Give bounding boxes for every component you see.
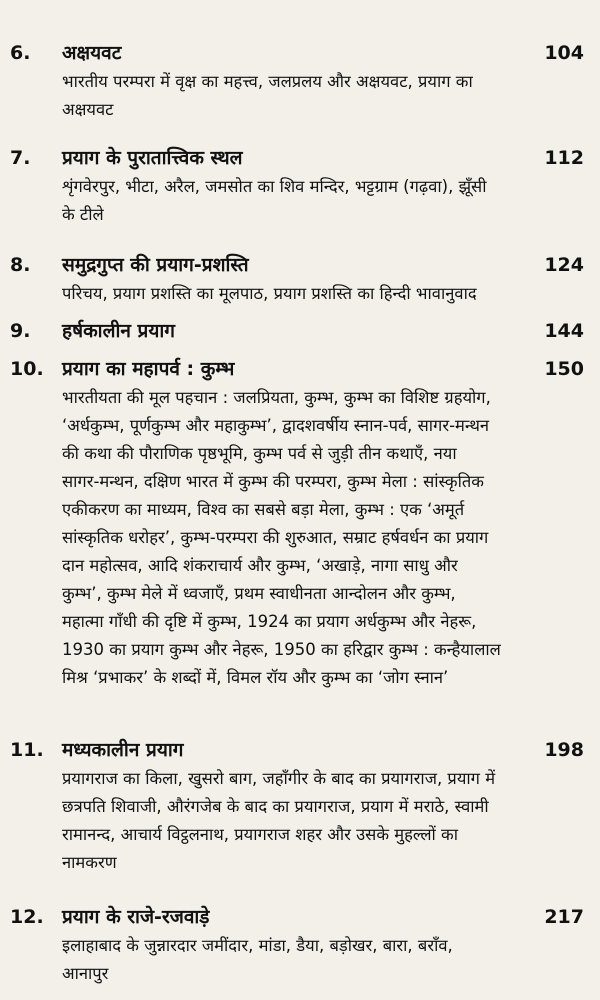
page-number: 198 <box>544 739 584 761</box>
toc-entry-8 <box>0 250 600 308</box>
toc-entry-heading <box>0 316 600 346</box>
chapter-title: प्रयाग के राजे-रजवाड़े <box>62 906 210 928</box>
topic-line: अक्षयवट <box>62 100 114 119</box>
topic-line: के टीले <box>62 205 104 224</box>
chapter-number: 6. <box>10 42 31 64</box>
toc-entry-heading <box>0 38 600 68</box>
topic-line: आनापुर <box>62 964 109 983</box>
chapter-title: प्रयाग का महापर्व : कुम्भ <box>62 358 235 380</box>
topic-line: सागर-मन्थन, दक्षिण भारत में कुम्भ की परम्परा, कुम्भ मेला : सांस्कृतिक <box>62 472 484 491</box>
toc-entry-9 <box>0 316 600 346</box>
topic-line: एकीकरण का माध्यम, विश्व का सबसे बड़ा मेला, कुम्भ : एक ‘अमूर्त <box>62 500 465 519</box>
chapter-title: हर्षकालीन प्रयाग <box>62 320 175 342</box>
topic-line: छत्रपति शिवाजी, औरंगजेब के बाद का प्रयागराज, प्रयाग में मराठे, स्वामी <box>62 797 489 816</box>
toc-entry-6 <box>0 38 600 124</box>
chapter-title: मध्यकालीन प्रयाग <box>62 739 184 761</box>
page-number: 144 <box>544 320 584 342</box>
toc-entry-11 <box>0 735 600 877</box>
toc-entry-heading <box>0 143 600 173</box>
chapter-title: अक्षयवट <box>62 42 122 64</box>
page-number: 112 <box>544 147 584 169</box>
toc-entry-7 <box>0 143 600 229</box>
toc-entry-heading <box>0 354 600 384</box>
page-number: 217 <box>544 906 584 928</box>
chapter-number: 10. <box>10 358 44 380</box>
topic-line: इलाहाबाद के जुन्नारदार जमींदार, मांडा, डैया, बड़ोखर, बारा, बराँव, <box>62 936 453 955</box>
chapter-title: प्रयाग के पुरातात्त्विक स्थल <box>62 147 243 169</box>
page-number: 124 <box>544 254 584 276</box>
topic-line: सांस्कृतिक धरोहर’, कुम्भ-परम्परा की शुरुआत, सम्राट हर्षवर्धन का प्रयाग <box>62 528 489 547</box>
topic-line: 1930 का प्रयाग कुम्भ और नेहरू, 1950 का हरिद्वार कुम्भ : कन्हैयालाल <box>62 640 501 659</box>
topic-line: नामकरण <box>62 853 117 872</box>
chapter-number: 11. <box>10 739 44 761</box>
toc-entry-heading <box>0 735 600 765</box>
topic-line: प्रयागराज का किला, खुसरो बाग, जहाँगीर के बाद का प्रयागराज, प्रयाग में <box>62 769 496 788</box>
topic-line: परिचय, प्रयाग प्रशस्ति का मूलपाठ, प्रयाग प्रशस्ति का हिन्दी भावानुवाद <box>62 284 477 303</box>
topic-line: की कथा की पौराणिक पृष्ठभूमि, कुम्भ पर्व से जुड़ी तीन कथाएँ, नया <box>62 444 457 463</box>
topic-line: ‘अर्धकुम्भ, पूर्णकुम्भ और महाकुम्भ’, द्वादशवर्षीय स्नान-पर्व, सागर-मन्थन <box>62 416 490 435</box>
page-number: 150 <box>544 358 584 380</box>
chapter-number: 8. <box>10 254 31 276</box>
chapter-number: 12. <box>10 906 44 928</box>
chapter-title: समुद्रगुप्त की प्रयाग-प्रशस्ति <box>62 254 249 276</box>
toc-entry-heading <box>0 902 600 932</box>
chapter-number: 9. <box>10 320 31 342</box>
topic-line: मिश्र ‘प्रभाकर’ के शब्दों में, विमल रॉय और कुम्भ का ‘जोग स्नान’ <box>62 668 449 687</box>
topic-line: महात्मा गाँधी की दृष्टि में कुम्भ, 1924 का प्रयाग अर्धकुम्भ और नेहरू, <box>62 612 477 631</box>
toc-entry-12 <box>0 902 600 988</box>
chapter-topics <box>62 173 584 229</box>
chapter-topics <box>62 384 584 692</box>
chapter-topics <box>62 932 584 988</box>
topic-line: शृंगवेरपुर, भीटा, अरैल, जमसोत का शिव मन्दिर, भट्टग्राम (गढ़वा), झूँसी <box>62 177 487 196</box>
chapter-topics <box>62 280 584 308</box>
toc-entry-heading <box>0 250 600 280</box>
toc-entry-10 <box>0 354 600 692</box>
chapter-topics <box>62 68 584 124</box>
topic-line: कुम्भ’, कुम्भ मेले में ध्वजाएँ, प्रथम स्वाधीनता आन्दोलन और कुम्भ, <box>62 584 456 603</box>
chapter-topics <box>62 765 584 877</box>
topic-line: भारतीय परम्परा में वृक्ष का महत्त्व, जलप्रलय और अक्षयवट, प्रयाग का <box>62 72 473 91</box>
topic-line: दान महोत्सव, आदि शंकराचार्य और कुम्भ, ‘अखाड़े, नागा साधु और <box>62 556 458 575</box>
chapter-number: 7. <box>10 147 31 169</box>
topic-line: भारतीयता की मूल पहचान : जलप्रियता, कुम्भ, कुम्भ का विशिष्ट ग्रहयोग, <box>62 388 491 407</box>
topic-line: रामानन्द, आचार्य विट्ठलनाथ, प्रयागराज शहर और उसके मुहल्लों का <box>62 825 458 844</box>
page-number: 104 <box>544 42 584 64</box>
